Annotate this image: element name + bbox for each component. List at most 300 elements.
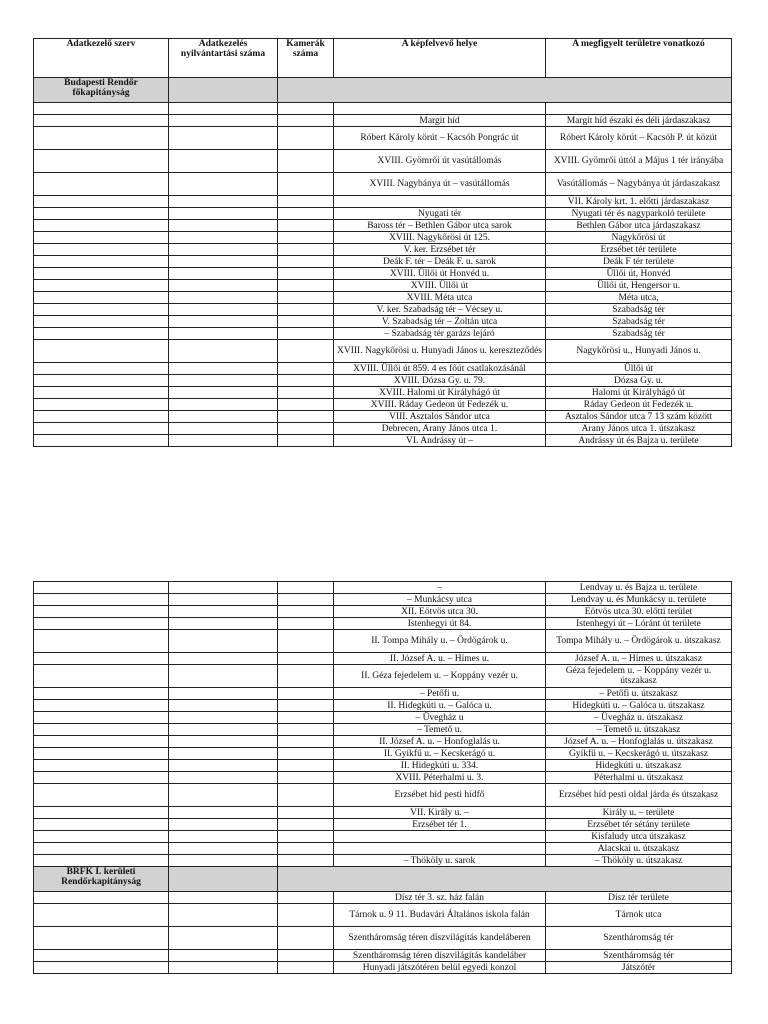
table-row [34,594,732,606]
empty-cell [278,423,334,435]
observed-area-cell: Deák F tér területe [546,256,732,268]
table-row [34,256,732,268]
table-row [34,340,732,363]
empty-cell [34,688,169,700]
camera-location-cell: XVIII. Nagybánya út – vasútállomás [334,173,546,196]
empty-cell [34,582,169,594]
observed-area-cell: Üllői út, Hengersor u. [546,280,732,292]
empty-cell [169,653,278,665]
blank-row [34,103,732,115]
empty-cell [169,748,278,760]
empty-cell [169,784,278,807]
empty-cell [169,736,278,748]
empty-cell [278,244,334,256]
camera-location-cell: XVIII. Halomi út Királyhágó út [334,387,546,399]
table-row [34,665,732,688]
empty-cell [34,423,169,435]
table-row [34,150,732,173]
camera-location-cell: XVIII. Péterhalmi u. 3. [334,772,546,784]
empty-cell [34,208,169,220]
empty-cell [278,220,334,232]
section-cell [278,867,732,892]
empty-cell [169,772,278,784]
empty-cell [34,760,169,772]
empty-cell [169,760,278,772]
camera-location-cell: Dísz tér 3. sz. ház falán [334,892,546,904]
empty-cell [34,950,169,962]
observed-area-cell: Erzsébet tér sétány területe [546,819,732,831]
empty-cell [169,280,278,292]
table-row [34,736,732,748]
camera-location-cell: XVIII. Dózsa Gy. u. 79. [334,375,546,387]
empty-cell [169,700,278,712]
empty-cell [169,268,278,280]
camera-location-cell: Margit híd [334,115,546,127]
empty-cell [278,196,334,208]
observed-area-cell: Géza fejedelem u. – Koppány vezér u. útszakasz [546,665,732,688]
empty-cell [169,340,278,363]
empty-cell [34,962,169,974]
observed-area-cell: Lendvay u. és Bajza u. területe [546,582,732,594]
empty-cell [169,220,278,232]
observed-area-cell: József A. u. – Honfoglalás u. útszakasz [546,736,732,748]
empty-cell [278,411,334,423]
empty-cell [169,375,278,387]
empty-cell [169,256,278,268]
camera-location-cell: – Temető u. [334,724,546,736]
empty-cell [278,606,334,618]
empty-cell [169,363,278,375]
camera-location-cell: V. Szabadság tér – Zoltán utca [334,316,546,328]
empty-cell [278,375,334,387]
empty-cell [278,819,334,831]
camera-location-cell: V. ker. Szabadság tér – Vécsey u. [334,304,546,316]
camera-location-cell: II. Hidegkúti u. 334. [334,760,546,772]
camera-location-cell: II. Géza fejedelem u. – Koppány vezér u. [334,665,546,688]
table-row [34,927,732,950]
empty-cell [34,340,169,363]
empty-cell [169,927,278,950]
table-row [34,316,732,328]
table-row [34,173,732,196]
empty-cell [169,962,278,974]
section-org: Budapesti Rendőr főkapitányság [34,78,169,103]
table-row [34,582,732,594]
observed-area-cell: Róbert Károly körút – Kacsóh P. út közút [546,127,732,150]
observed-area-cell: Arany János utca 1. útszakasz [546,423,732,435]
header-registry-number: Adatkezelés nyilvántartási száma [169,39,278,78]
observed-area-cell: Szentháromság tér [546,927,732,950]
empty-cell [169,892,278,904]
table-row [34,653,732,665]
empty-cell [169,150,278,173]
empty-cell [278,268,334,280]
empty-cell [34,375,169,387]
camera-location-cell: – [334,582,546,594]
empty-cell [34,150,169,173]
empty-cell [34,618,169,630]
empty-cell [278,387,334,399]
observed-area-cell: Nagykőrösi u., Hunyadi János u. [546,340,732,363]
observed-area-cell: Játszótér [546,962,732,974]
camera-location-cell: XVIII. Üllői út [334,280,546,292]
observed-area-cell: Péterhalmi u. útszakasz [546,772,732,784]
empty-cell [34,712,169,724]
observed-area-cell: – Temető u. útszakasz [546,724,732,736]
empty-cell [34,232,169,244]
observed-area-cell: – Thököly u. útszakasz [546,855,732,867]
observed-area-cell: Tompa Mihály u. – Ördögárok u. útszakasz [546,630,732,653]
empty-cell [169,807,278,819]
empty-cell [278,582,334,594]
camera-location-cell: V. ker. Erzsébet tér [334,244,546,256]
observed-area-cell: Erzsébet tér területe [546,244,732,256]
empty-cell [34,399,169,411]
table-row [34,855,732,867]
table-row [34,618,732,630]
camera-location-cell: Erzsébet tér 1. [334,819,546,831]
empty-cell [169,411,278,423]
section-row [34,867,732,892]
empty-cell [34,244,169,256]
camera-location-cell: II. József A. u. – Honfoglalás u. [334,736,546,748]
empty-cell [278,208,334,220]
camera-location-cell [334,843,546,855]
empty-cell [278,904,334,927]
camera-location-cell: XVIII. Nagykőrösi út 125. [334,232,546,244]
camera-location-cell: VII. Király u. – [334,807,546,819]
observed-area-cell: Király u. – területe [546,807,732,819]
table-row [34,843,732,855]
empty-cell [278,700,334,712]
header-row [34,39,732,78]
empty-cell [169,244,278,256]
empty-cell [278,594,334,606]
camera-location-cell: II. Gyíkfű u. – Kecskerágó u. [334,748,546,760]
observed-area-cell: Andrássy út és Bajza u. területe [546,435,732,447]
table-row [34,411,732,423]
empty-cell [169,173,278,196]
camera-location-cell: XVIII. Nagykőrösi u. Hunyadi János u. kereszteződés [334,340,546,363]
observed-area-cell: VII. Károly krt. 1. előtti járdaszakasz [546,196,732,208]
empty-cell [278,784,334,807]
empty-cell [278,173,334,196]
table-row [34,950,732,962]
empty-cell [278,653,334,665]
empty-cell [34,843,169,855]
camera-location-cell [334,196,546,208]
observed-area-cell: Nyugati tér és nagyparkoló területe [546,208,732,220]
empty-cell [278,316,334,328]
observed-area-cell: Istenhegyi út – Lóránt út területe [546,618,732,630]
camera-location-cell: VI. Andrássy út – [334,435,546,447]
empty-cell [169,950,278,962]
table-row [34,196,732,208]
empty-cell [34,892,169,904]
empty-cell [278,363,334,375]
empty-cell [169,904,278,927]
table-row [34,606,732,618]
camera-location-cell: Róbert Károly körút – Kacsóh Pongrác út [334,127,546,150]
observed-area-cell: – Üvegház u. útszakasz [546,712,732,724]
observed-area-cell: Halomi út Királyhágó út [546,387,732,399]
empty-cell [169,665,278,688]
table-row [34,630,732,653]
camera-location-cell: XII. Eötvös utca 30. [334,606,546,618]
camera-location-cell: Erzsébet híd pesti hídfő [334,784,546,807]
empty-cell [34,127,169,150]
empty-cell [169,208,278,220]
empty-cell [278,630,334,653]
empty-cell [34,630,169,653]
empty-cell [169,316,278,328]
empty-cell [34,435,169,447]
empty-cell [34,772,169,784]
table-row [34,208,732,220]
empty-cell [278,256,334,268]
table-row [34,819,732,831]
camera-location-cell: Deák F. tér – Deák F. u. sarok [334,256,546,268]
table-row [34,375,732,387]
camera-location-cell [334,831,546,843]
observed-area-cell: Hidegkúti u. – Galóca u. útszakasz [546,700,732,712]
empty-cell [169,328,278,340]
empty-cell [278,280,334,292]
table-row [34,127,732,150]
empty-cell [278,304,334,316]
empty-cell [278,736,334,748]
observed-area-cell: Erzsébet híd pesti oldal járda és útszakasz [546,784,732,807]
empty-cell [34,904,169,927]
table-row [34,892,732,904]
table-row [34,292,732,304]
empty-cell [34,784,169,807]
empty-cell [34,819,169,831]
empty-cell [169,115,278,127]
camera-location-cell: XVIII. Gyömrői út vasútállomás [334,150,546,173]
empty-cell [34,316,169,328]
empty-cell [278,340,334,363]
observed-area-cell: József A. u. – Hímes u. útszakasz [546,653,732,665]
empty-cell [34,268,169,280]
empty-cell [169,594,278,606]
camera-location-cell: – Petőfi u. [334,688,546,700]
empty-cell [169,606,278,618]
table-row [34,363,732,375]
empty-cell [34,220,169,232]
table-row [34,220,732,232]
section-cell [169,78,278,103]
empty-cell [34,594,169,606]
empty-cell [278,115,334,127]
empty-cell [278,724,334,736]
empty-cell [278,927,334,950]
empty-cell [278,435,334,447]
table-row [34,784,732,807]
observed-area-cell: – Petőfi u. útszakasz [546,688,732,700]
empty-cell [169,127,278,150]
empty-cell [34,807,169,819]
empty-cell [278,712,334,724]
camera-location-cell: Szentháromság téren díszvilágítás kandeláberen [334,927,546,950]
camera-location-cell: Nyugati tér [334,208,546,220]
header-camera-location: A képfelvevő helye [334,39,546,78]
camera-location-cell: XVIII. Ráday Gedeon út Fedezék u. [334,399,546,411]
table-row [34,712,732,724]
table-row [34,232,732,244]
empty-cell [278,618,334,630]
table-row [34,115,732,127]
observed-area-cell: Üllői út, Honvéd [546,268,732,280]
empty-cell [169,688,278,700]
empty-cell [169,712,278,724]
empty-cell [169,819,278,831]
empty-cell [278,950,334,962]
table-row [34,328,732,340]
empty-cell [34,724,169,736]
table-1-body [34,78,732,447]
observed-area-cell: Dózsa Gy. u. [546,375,732,387]
empty-cell [169,630,278,653]
empty-cell [169,196,278,208]
camera-location-cell: XVIII. Üllői út Honvéd u. [334,268,546,280]
empty-cell [278,772,334,784]
table-row [34,962,732,974]
observed-area-cell: Gyíkfű u. – Kecskerágó u. útszakasz [546,748,732,760]
table-row [34,831,732,843]
section-org: BRFK I. kerületi Rendőrkapitányság [34,867,169,892]
table-row [34,807,732,819]
camera-location-cell: – Thököly u. sarok [334,855,546,867]
empty-cell [34,280,169,292]
camera-location-cell: XVIII. Üllői út 859. 4 es főút csatlakozásánál [334,363,546,375]
empty-cell [278,688,334,700]
empty-cell [169,831,278,843]
observed-area-cell: Szentháromság tér [546,950,732,962]
table-row [34,904,732,927]
table-2 [33,581,732,974]
observed-area-cell: Lendvay u. és Munkácsy u. területe [546,594,732,606]
empty-cell [169,292,278,304]
empty-cell [278,892,334,904]
camera-location-cell: Istenhegyi út 84. [334,618,546,630]
empty-cell [169,387,278,399]
observed-area-cell: Bethlen Gábor utca járdaszakasz [546,220,732,232]
empty-cell [278,807,334,819]
observed-area-cell: Szabadság tér [546,304,732,316]
empty-cell [34,855,169,867]
table-row [34,435,732,447]
table-row [34,423,732,435]
table-row [34,244,732,256]
camera-location-cell: – Szabadság tér garázs lejáró [334,328,546,340]
observed-area-cell: Alacskai u. útszakasz [546,843,732,855]
table-row [34,387,732,399]
empty-cell [278,748,334,760]
table-row [34,280,732,292]
camera-location-cell: Hunyadi játszótéren belül egyedi konzol [334,962,546,974]
empty-cell [34,304,169,316]
empty-cell [34,115,169,127]
camera-location-cell: II. Hidegkúti u. – Galóca u. [334,700,546,712]
camera-location-cell: – Munkácsy utca [334,594,546,606]
empty-cell [34,606,169,618]
table-row [34,688,732,700]
camera-location-cell: – Üvegház u [334,712,546,724]
header-org: Adatkezelő szerv [34,39,169,78]
observed-area-cell: Üllői út [546,363,732,375]
table-row [34,268,732,280]
empty-cell [169,423,278,435]
camera-location-cell: VIII. Asztalos Sándor utca [334,411,546,423]
observed-area-cell: Vasútállomás – Nagybánya út járdaszakasz [546,173,732,196]
empty-cell [169,618,278,630]
empty-cell [278,399,334,411]
empty-cell [34,173,169,196]
observed-area-cell: Szabadság tér [546,316,732,328]
section-row [34,78,732,103]
empty-cell [169,843,278,855]
observed-area-cell: Hidegkúti u. útszakasz [546,760,732,772]
empty-cell [34,411,169,423]
observed-area-cell: Margit híd északi és déli járdaszakasz [546,115,732,127]
empty-cell [278,855,334,867]
table-2-body [34,582,732,974]
empty-cell [278,127,334,150]
empty-cell [34,748,169,760]
camera-location-cell: Baross tér – Bethlen Gábor utca sarok [334,220,546,232]
empty-cell [278,831,334,843]
observed-area-cell: XVIII. Gyömrői úttól a Május 1 tér irányába [546,150,732,173]
observed-area-cell: Nagykőrösi út [546,232,732,244]
empty-cell [278,328,334,340]
empty-cell [34,256,169,268]
empty-cell [34,927,169,950]
table-1 [33,38,732,447]
camera-location-cell: Debrecen, Arany János utca 1. [334,423,546,435]
observed-area-cell: Dísz tér területe [546,892,732,904]
empty-cell [278,665,334,688]
empty-cell [278,843,334,855]
table-row [34,724,732,736]
camera-location-cell: Tárnok u. 9 11. Budavári Általános iskola falán [334,904,546,927]
empty-cell [34,328,169,340]
empty-cell [34,736,169,748]
table-row [34,748,732,760]
empty-cell [34,196,169,208]
empty-cell [278,760,334,772]
empty-cell [169,582,278,594]
empty-cell [278,150,334,173]
empty-cell [278,962,334,974]
empty-cell [278,292,334,304]
table-row [34,760,732,772]
section-cell [278,78,732,103]
observed-area-cell: Szabadság tér [546,328,732,340]
empty-cell [34,292,169,304]
empty-cell [169,435,278,447]
observed-area-cell: Eötvös utca 30. előtti terület [546,606,732,618]
camera-location-cell: Szentháromság téren díszvilágítás kandeláber [334,950,546,962]
observed-area-cell: Kisfaludy utca útszakasz [546,831,732,843]
empty-cell [169,304,278,316]
camera-location-cell: II. József A. u. – Hímes u. [334,653,546,665]
empty-cell [169,855,278,867]
camera-location-cell: XVIII. Méta utca [334,292,546,304]
camera-location-cell: II. Tompa Mihály u. – Ördögárok u. [334,630,546,653]
empty-cell [34,700,169,712]
observed-area-cell: Asztalos Sándor utca 7 13 szám között [546,411,732,423]
